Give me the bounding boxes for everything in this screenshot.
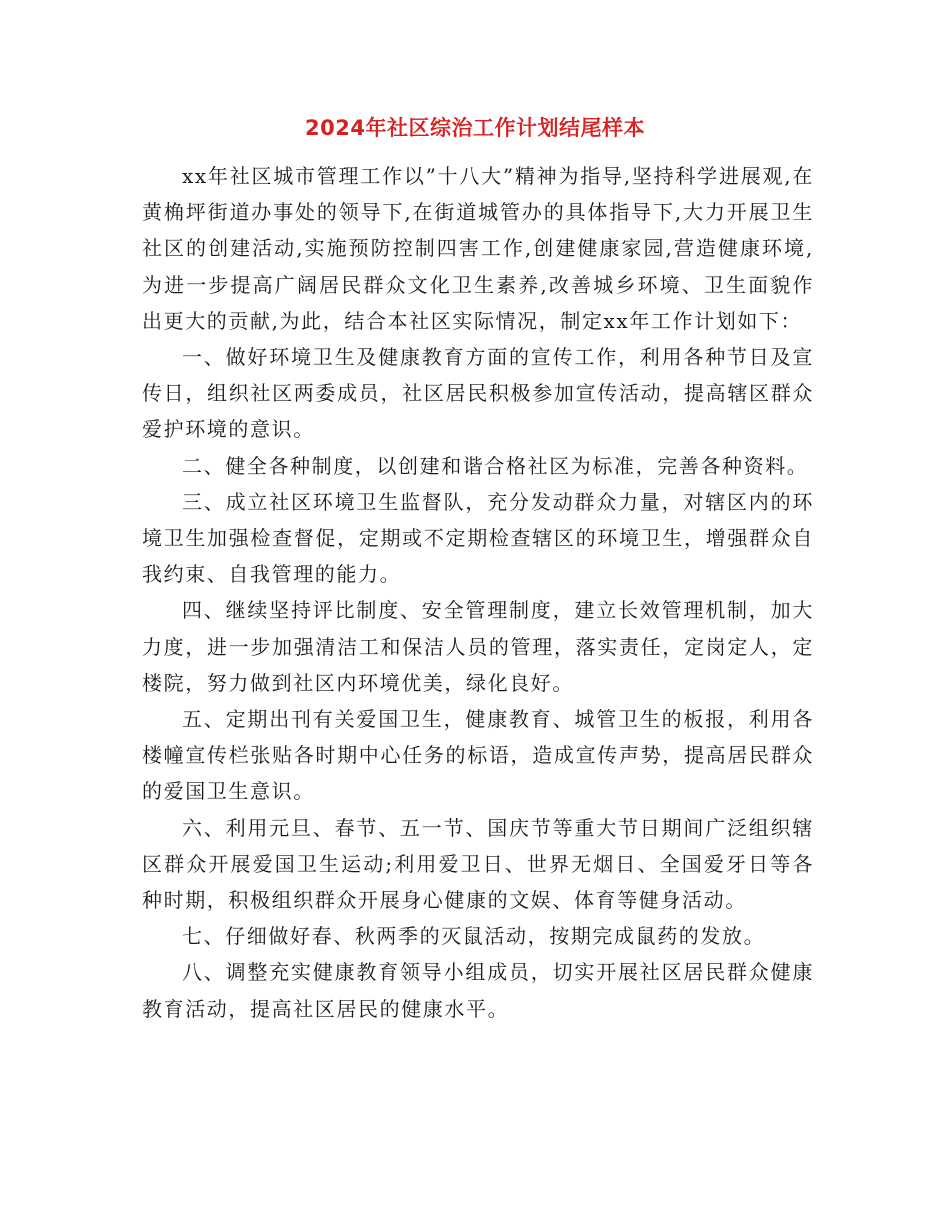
paragraph-item-7: 七、仔细做好春、秋两季的灭鼠活动，按期完成鼠药的发放。 [182, 924, 766, 949]
paragraph-item-1: 一、做好环境卫生及健康教育方面的宣传工作，利用各种节日及宣传日，组织社区两委成员，社区居民积极参加宣传活动，提高辖区群众爱护环境的意识。 [142, 345, 814, 442]
document-title: 2024年社区综治工作计划结尾样本 [305, 116, 645, 140]
paragraph-item-4: 四、继续坚持评比制度、安全管理制度，建立长效管理机制，加大力度，进一步加强清洁工和保洁人员的管理，落实责任，定岗定人，定楼院，努力做到社区内环境优美，绿化良好。 [142, 598, 814, 695]
paragraph-item-5: 五、定期出刊有关爱国卫生，健康教育、城管卫生的板报，利用各楼幢宣传栏张贴各时期中心任务的标语，造成宣传声势，提高居民群众的爱国卫生意识。 [142, 707, 814, 804]
paragraph-item-8: 八、调整充实健康教育领导小组成员，切实开展社区居民群众健康教育活动，提高社区居民的健康水平。 [142, 960, 814, 1021]
paragraph-item-6: 六、利用元旦、春节、五一节、国庆节等重大节日期间广泛组织辖区群众开展爱国卫生运动;利用爱卫日、世界无烟日、全国爱牙日等各种时期，积极组织群众开展身心健康的文娱、体育等健身活动。 [142, 815, 814, 913]
paragraph-item-3: 三、成立社区环境卫生监督队，充分发动群众力量，对辖区内的环境卫生加强检查督促，定期或不定期检查辖区的环境卫生，增强群众自我约束、自我管理的能力。 [142, 489, 814, 587]
paragraph-item-2: 二、健全各种制度，以创建和谐合格社区为标准，完善各种资料。 [182, 453, 809, 478]
paragraph-intro: xx年社区城市管理工作以”十八大”精神为指导,坚持科学进展观,在黄桷坪街道办事处的领导下,在街道城管办的具体指导下,大力开展卫生社区的创建活动,实施预防控制四害工作,创建健康家园,营造健康环境,为进一步提高广阔居民群众文化卫生素养,改善城乡环境、卫生面貌作出更大的贡献,为此，结合本社区实际情况，制定xx年工作计划如下： [142, 164, 814, 333]
document-body [142, 158, 814, 1027]
